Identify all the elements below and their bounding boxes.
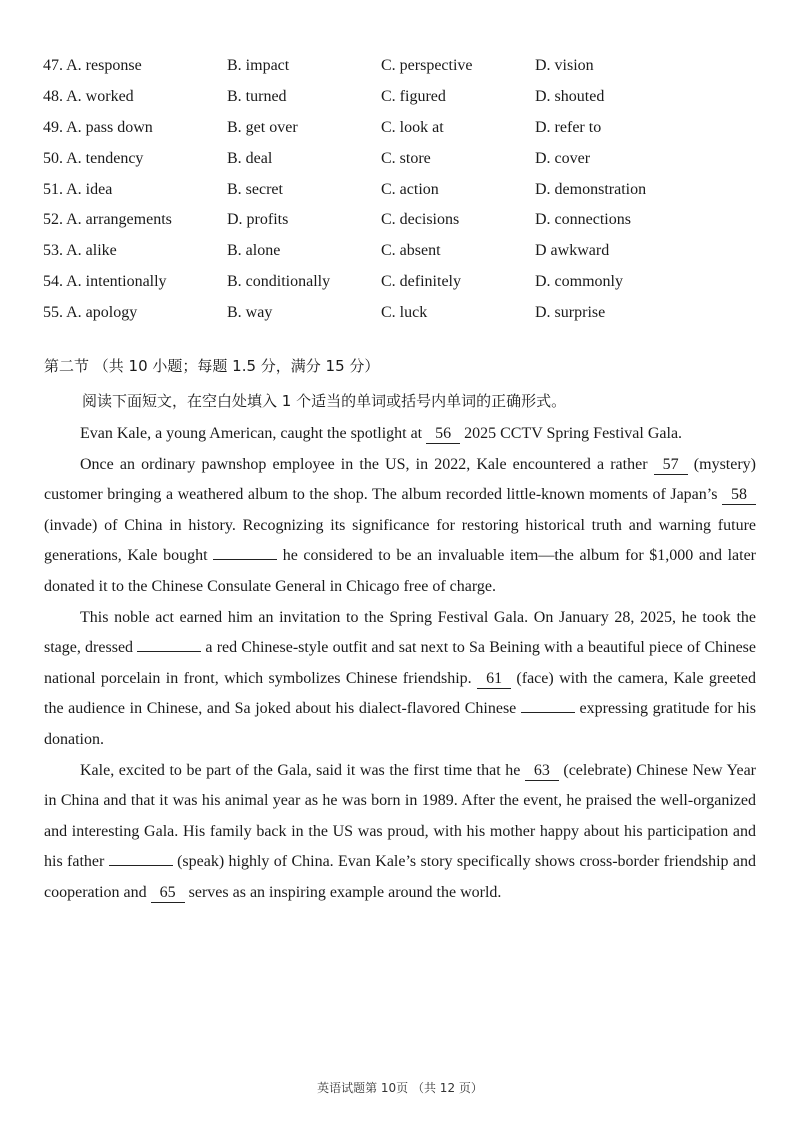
option-d: D. vision bbox=[535, 57, 594, 74]
passage bbox=[44, 419, 756, 909]
blank-65[interactable]: 65 bbox=[151, 884, 185, 903]
option-c: C. absent bbox=[381, 242, 441, 260]
blank-57[interactable]: 57 bbox=[654, 456, 688, 475]
option-d: D. refer to bbox=[535, 118, 602, 136]
option-b: B. deal bbox=[227, 149, 273, 167]
option-a: 50. A. tendency bbox=[43, 149, 144, 167]
option-a: 51. A. idea bbox=[43, 180, 113, 198]
option-d: D. surprise bbox=[535, 304, 606, 322]
option-c: C. decisions bbox=[381, 211, 460, 229]
option-d: D. commonly bbox=[535, 273, 623, 291]
option-b: B. turned bbox=[227, 87, 287, 105]
option-c: C. look at bbox=[381, 118, 444, 136]
option-row-47 bbox=[43, 55, 763, 86]
blank-64[interactable] bbox=[109, 865, 173, 866]
option-a: 54. A. intentionally bbox=[43, 273, 167, 291]
option-b: B. way bbox=[227, 304, 273, 322]
option-c: C. perspective bbox=[381, 57, 473, 74]
option-row-49 bbox=[43, 117, 763, 148]
section-title: 第二节 （共 10 小题；每题 1.5 分，满分 15 分） bbox=[44, 357, 380, 375]
option-d: D. cover bbox=[535, 149, 591, 167]
option-d: D. connections bbox=[535, 211, 631, 229]
option-a: 49. A. pass down bbox=[43, 118, 153, 136]
paragraph-2: Once an ordinary pawnshop employee in the US, in 2022, Kale encountered a rather 57 (mystery) customer bringing a weathered album to the shop. The album recorded little-known moments of Japan’s 58 (invade) of China in history. Recognizing its significance for restoring historical truth and warning future generations, Kale bought he considered to be an invaluable item—the album for $1,000 and later donated it to the Chinese Consulate General in Chicago free of charge. bbox=[44, 455, 757, 595]
option-row-48 bbox=[43, 86, 763, 117]
option-b: B. alone bbox=[227, 242, 281, 260]
blank-56[interactable]: 56 bbox=[426, 425, 460, 444]
section-instruction: 阅读下面短文，在空白处填入 1 个适当的单词或括号内单词的正确形式。 bbox=[82, 392, 567, 410]
option-row-52 bbox=[43, 209, 763, 240]
option-c: C. luck bbox=[381, 304, 428, 322]
page-footer: 英语试题第 10页 （共 12 页） bbox=[317, 1081, 483, 1095]
option-b: B. get over bbox=[227, 118, 298, 136]
option-a: 55. A. apology bbox=[43, 304, 138, 322]
blank-58[interactable]: 58 bbox=[722, 486, 756, 505]
option-d: D. demonstration bbox=[535, 180, 647, 198]
option-row-51 bbox=[43, 179, 763, 210]
option-b: B. secret bbox=[227, 180, 283, 198]
option-b: B. impact bbox=[227, 57, 290, 74]
option-row-54 bbox=[43, 271, 763, 302]
option-row-53 bbox=[43, 240, 763, 271]
paragraph-4: Kale, excited to be part of the Gala, said it was the first time that he 63 (celebrate) Chinese New Year in China and that it was his animal year as he was born in 1989. After the event, he praised the well-organized and interesting Gala. His family back in the US was proud, with his mother happy about his participation and his father (speak) highly of China. Evan Kale’s story specifically shows cross-border friendship and cooperation and 65 serves as an inspiring example around the world. bbox=[44, 761, 757, 901]
options-table bbox=[43, 55, 763, 333]
option-c: C. figured bbox=[381, 87, 446, 105]
option-c: C. action bbox=[381, 180, 439, 198]
paragraph-1: Evan Kale, a young American, caught the spotlight at 56 2025 CCTV Spring Festival Gala. bbox=[80, 425, 683, 442]
option-d: D awkward bbox=[535, 242, 610, 260]
option-c: C. store bbox=[381, 149, 431, 167]
option-a: 53. A. alike bbox=[43, 242, 117, 260]
option-a: 52. A. arrangements bbox=[43, 211, 172, 229]
blank-62[interactable] bbox=[521, 712, 575, 713]
blank-60[interactable] bbox=[137, 651, 201, 652]
option-b: D. profits bbox=[227, 211, 289, 229]
option-c: C. definitely bbox=[381, 273, 461, 291]
option-row-55 bbox=[43, 302, 763, 333]
option-d: D. shouted bbox=[535, 87, 605, 105]
option-a: 47. A. response bbox=[43, 57, 142, 74]
option-row-50 bbox=[43, 148, 763, 179]
option-b: B. conditionally bbox=[227, 273, 331, 291]
option-a: 48. A. worked bbox=[43, 87, 134, 105]
blank-61[interactable]: 61 bbox=[477, 670, 511, 689]
blank-63[interactable]: 63 bbox=[525, 762, 559, 781]
paragraph-3: This noble act earned him an invitation to the Spring Festival Gala. On January 28, 2025, he took the stage, dressed a red Chinese-style outfit and sat next to Sa Beining with a beautiful piece of Chinese national porcelain in front, which symbolizes Chinese friendship. 61 (face) with the camera, Kale greeted the audience in Chinese, and Sa joked about his dialect-flavored Chinese expressing gratitude for his donation. bbox=[44, 608, 757, 748]
blank-59[interactable] bbox=[213, 559, 277, 560]
